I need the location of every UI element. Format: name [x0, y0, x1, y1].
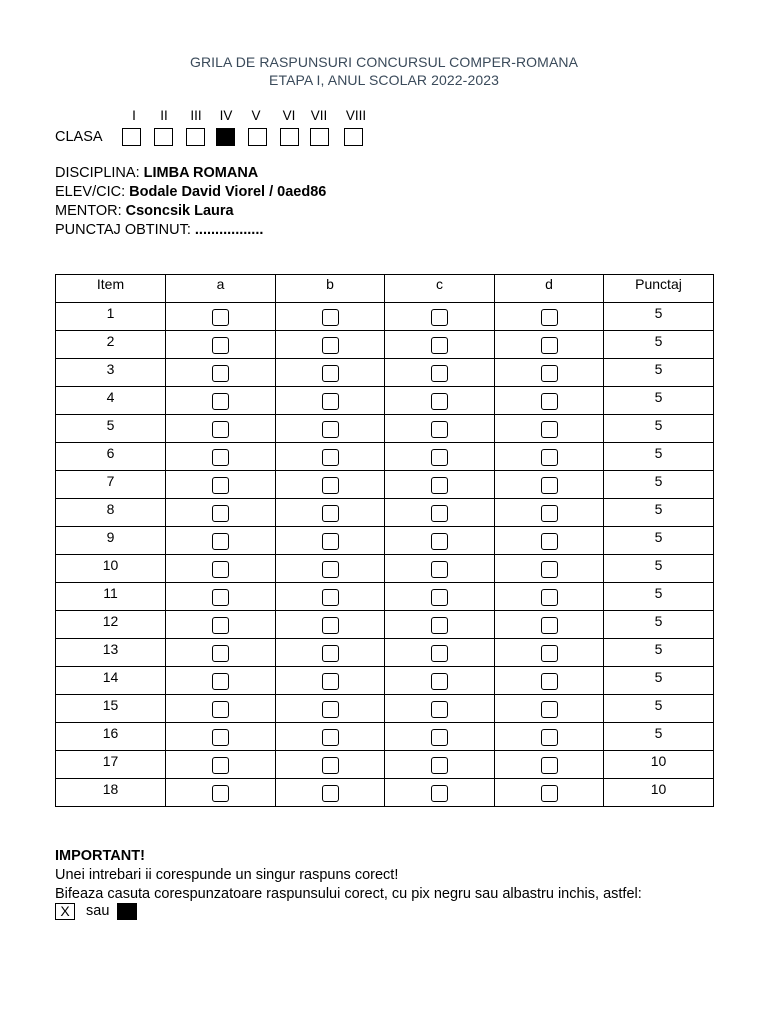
option-cell-a	[166, 359, 276, 387]
answer-checkbox-a[interactable]	[212, 477, 229, 494]
item-points: 5	[604, 303, 714, 331]
option-cell-b	[276, 555, 385, 583]
option-cell-c	[385, 387, 495, 415]
clasa-checkbox-ii[interactable]	[154, 128, 173, 146]
item-number: 8	[56, 499, 166, 527]
option-cell-a	[166, 611, 276, 639]
answer-grid	[55, 274, 714, 807]
answer-checkbox-d[interactable]	[541, 505, 558, 522]
item-points: 5	[604, 639, 714, 667]
answer-checkbox-d[interactable]	[541, 421, 558, 438]
clasa-label-viii: VIII	[345, 108, 367, 123]
item-number: 7	[56, 471, 166, 499]
option-cell-d	[495, 583, 604, 611]
option-cell-d	[495, 471, 604, 499]
table-row	[56, 499, 714, 527]
answer-checkbox-d[interactable]	[541, 701, 558, 718]
table-row	[56, 387, 714, 415]
table-row	[56, 303, 714, 331]
answer-checkbox-b[interactable]	[322, 729, 339, 746]
answer-checkbox-d[interactable]	[541, 617, 558, 634]
option-cell-a	[166, 555, 276, 583]
option-cell-c	[385, 695, 495, 723]
table-row	[56, 751, 714, 779]
option-cell-c	[385, 779, 495, 807]
answer-checkbox-b[interactable]	[322, 337, 339, 354]
option-cell-a	[166, 387, 276, 415]
answer-checkbox-a[interactable]	[212, 309, 229, 326]
answer-checkbox-b[interactable]	[322, 561, 339, 578]
option-cell-c	[385, 443, 495, 471]
option-cell-a	[166, 415, 276, 443]
item-number: 18	[56, 779, 166, 807]
option-cell-d	[495, 303, 604, 331]
answer-checkbox-a[interactable]	[212, 337, 229, 354]
table-row	[56, 527, 714, 555]
grid-header-d: d	[495, 275, 604, 303]
item-points: 5	[604, 415, 714, 443]
option-cell-a	[166, 779, 276, 807]
clasa-label-iv: IV	[219, 108, 233, 123]
disciplina-label: DISCIPLINA:	[55, 165, 144, 181]
option-cell-b	[276, 471, 385, 499]
answer-checkbox-a[interactable]	[212, 421, 229, 438]
clasa-label: CLASA	[55, 129, 103, 145]
answer-checkbox-d[interactable]	[541, 477, 558, 494]
answer-checkbox-d[interactable]	[541, 393, 558, 410]
item-points: 10	[604, 751, 714, 779]
option-cell-c	[385, 527, 495, 555]
answer-checkbox-d[interactable]	[541, 365, 558, 382]
disciplina-row	[55, 165, 258, 181]
grid-header-punctaj: Punctaj	[604, 275, 714, 303]
option-cell-d	[495, 499, 604, 527]
table-row	[56, 667, 714, 695]
clasa-label-vii: VII	[310, 108, 328, 123]
filled-box-example	[117, 903, 137, 920]
answer-checkbox-d[interactable]	[541, 729, 558, 746]
or-text: sau	[86, 903, 110, 919]
option-cell-c	[385, 583, 495, 611]
answer-checkbox-d[interactable]	[541, 785, 558, 802]
punctaj-label: PUNCTAJ OBTINUT:	[55, 222, 195, 238]
answer-checkbox-b[interactable]	[322, 393, 339, 410]
answer-checkbox-b[interactable]	[322, 533, 339, 550]
answer-checkbox-b[interactable]	[322, 449, 339, 466]
answer-checkbox-b[interactable]	[322, 365, 339, 382]
answer-checkbox-d[interactable]	[541, 533, 558, 550]
item-number: 2	[56, 331, 166, 359]
option-cell-d	[495, 723, 604, 751]
item-points: 10	[604, 779, 714, 807]
disciplina-value: LIMBA ROMANA	[143, 165, 259, 181]
option-cell-a	[166, 695, 276, 723]
answer-checkbox-b[interactable]	[322, 785, 339, 802]
item-points: 5	[604, 359, 714, 387]
table-row	[56, 415, 714, 443]
item-number: 1	[56, 303, 166, 331]
answer-checkbox-c[interactable]	[431, 309, 448, 326]
table-row	[56, 639, 714, 667]
answer-checkbox-d[interactable]	[541, 673, 558, 690]
punctaj-value: .................	[194, 222, 264, 238]
sheet-subtitle: ETAPA I, ANUL SCOLAR 2022-2023	[269, 72, 499, 88]
item-number: 9	[56, 527, 166, 555]
answer-checkbox-a[interactable]	[212, 533, 229, 550]
clasa-checkbox-vi[interactable]	[280, 128, 299, 146]
answer-checkbox-c[interactable]	[431, 505, 448, 522]
option-cell-d	[495, 415, 604, 443]
option-cell-a	[166, 527, 276, 555]
table-row	[56, 583, 714, 611]
answer-checkbox-c[interactable]	[431, 589, 448, 606]
item-points: 5	[604, 555, 714, 583]
answer-checkbox-d[interactable]	[541, 309, 558, 326]
grid-header-row	[56, 275, 714, 303]
answer-checkbox-a[interactable]	[212, 365, 229, 382]
item-points: 5	[604, 723, 714, 751]
item-number: 15	[56, 695, 166, 723]
mentor-row	[55, 203, 234, 219]
item-points: 5	[604, 527, 714, 555]
option-cell-d	[495, 387, 604, 415]
answer-checkbox-b[interactable]	[322, 505, 339, 522]
item-number: 11	[56, 583, 166, 611]
answer-checkbox-b[interactable]	[322, 589, 339, 606]
option-cell-c	[385, 723, 495, 751]
option-cell-c	[385, 667, 495, 695]
answer-checkbox-c[interactable]	[431, 533, 448, 550]
answer-checkbox-c[interactable]	[431, 561, 448, 578]
answer-checkbox-b[interactable]	[322, 701, 339, 718]
item-number: 3	[56, 359, 166, 387]
answer-checkbox-b[interactable]	[322, 757, 339, 774]
table-row	[56, 695, 714, 723]
option-cell-b	[276, 695, 385, 723]
table-row	[56, 331, 714, 359]
item-number: 5	[56, 415, 166, 443]
clasa-checkbox-i[interactable]	[122, 128, 141, 146]
option-cell-c	[385, 303, 495, 331]
answer-checkbox-d[interactable]	[541, 757, 558, 774]
option-cell-b	[276, 611, 385, 639]
option-cell-d	[495, 667, 604, 695]
important-instruction: Bifeaza casuta corespunzatoare raspunsului corect, cu pix negru sau albastru inchis, astfel:	[55, 886, 642, 902]
option-cell-b	[276, 639, 385, 667]
option-cell-d	[495, 359, 604, 387]
item-number: 6	[56, 443, 166, 471]
item-points: 5	[604, 667, 714, 695]
option-cell-c	[385, 331, 495, 359]
option-cell-b	[276, 723, 385, 751]
answer-checkbox-d[interactable]	[541, 561, 558, 578]
answer-checkbox-a[interactable]	[212, 589, 229, 606]
item-number: 17	[56, 751, 166, 779]
answer-checkbox-d[interactable]	[541, 337, 558, 354]
option-cell-c	[385, 751, 495, 779]
option-cell-c	[385, 499, 495, 527]
option-cell-d	[495, 331, 604, 359]
answer-checkbox-b[interactable]	[322, 477, 339, 494]
item-number: 4	[56, 387, 166, 415]
item-points: 5	[604, 471, 714, 499]
answer-checkbox-a[interactable]	[212, 729, 229, 746]
answer-checkbox-c[interactable]	[431, 729, 448, 746]
option-cell-b	[276, 583, 385, 611]
mentor-label: MENTOR:	[55, 203, 126, 219]
option-cell-d	[495, 611, 604, 639]
answer-checkbox-c[interactable]	[431, 477, 448, 494]
item-points: 5	[604, 443, 714, 471]
answer-checkbox-a[interactable]	[212, 505, 229, 522]
answer-checkbox-a[interactable]	[212, 645, 229, 662]
clasa-checkbox-iii[interactable]	[186, 128, 205, 146]
answer-checkbox-c[interactable]	[431, 393, 448, 410]
item-number: 12	[56, 611, 166, 639]
option-cell-d	[495, 527, 604, 555]
elev-row	[55, 184, 326, 200]
table-row	[56, 443, 714, 471]
answer-checkbox-c[interactable]	[431, 701, 448, 718]
item-number: 10	[56, 555, 166, 583]
option-cell-a	[166, 331, 276, 359]
option-cell-c	[385, 639, 495, 667]
important-rule: Unei intrebari ii corespunde un singur raspuns corect!	[55, 867, 399, 883]
clasa-label-iii: III	[190, 108, 202, 123]
option-cell-c	[385, 555, 495, 583]
option-cell-c	[385, 359, 495, 387]
option-cell-d	[495, 443, 604, 471]
option-cell-b	[276, 499, 385, 527]
option-cell-b	[276, 779, 385, 807]
answer-checkbox-a[interactable]	[212, 673, 229, 690]
clasa-label-ii: II	[160, 108, 168, 123]
item-points: 5	[604, 695, 714, 723]
clasa-checkbox-v[interactable]	[248, 128, 267, 146]
option-cell-a	[166, 303, 276, 331]
item-points: 5	[604, 611, 714, 639]
option-cell-a	[166, 751, 276, 779]
option-cell-a	[166, 443, 276, 471]
option-cell-a	[166, 639, 276, 667]
option-cell-b	[276, 387, 385, 415]
item-points: 5	[604, 331, 714, 359]
option-cell-a	[166, 471, 276, 499]
item-points: 5	[604, 583, 714, 611]
option-cell-a	[166, 723, 276, 751]
answer-checkbox-c[interactable]	[431, 421, 448, 438]
option-cell-c	[385, 471, 495, 499]
option-cell-b	[276, 443, 385, 471]
option-cell-b	[276, 527, 385, 555]
clasa-checkbox-vii[interactable]	[310, 128, 329, 146]
clasa-checkbox-viii[interactable]	[344, 128, 363, 146]
table-row	[56, 471, 714, 499]
answer-checkbox-c[interactable]	[431, 785, 448, 802]
answer-checkbox-b[interactable]	[322, 673, 339, 690]
item-number: 13	[56, 639, 166, 667]
option-cell-b	[276, 751, 385, 779]
option-cell-d	[495, 751, 604, 779]
item-number: 14	[56, 667, 166, 695]
answer-checkbox-c[interactable]	[431, 757, 448, 774]
grid-header-a: a	[166, 275, 276, 303]
clasa-checkbox-iv[interactable]	[216, 128, 235, 146]
option-cell-b	[276, 415, 385, 443]
option-cell-b	[276, 359, 385, 387]
table-row	[56, 779, 714, 807]
x-mark-example: X	[55, 903, 75, 920]
answer-checkbox-a[interactable]	[212, 785, 229, 802]
option-cell-d	[495, 779, 604, 807]
answer-checkbox-d[interactable]	[541, 589, 558, 606]
elev-value: Bodale David Viorel / 0aed86	[129, 184, 327, 200]
mentor-value: Csoncsik Laura	[125, 203, 234, 219]
answer-checkbox-c[interactable]	[431, 449, 448, 466]
grid-header-item: Item	[56, 275, 166, 303]
table-row	[56, 723, 714, 751]
table-row	[56, 611, 714, 639]
clasa-label-i: I	[132, 108, 136, 123]
clasa-label-v: V	[251, 108, 261, 123]
item-number: 16	[56, 723, 166, 751]
option-cell-b	[276, 331, 385, 359]
answer-checkbox-c[interactable]	[431, 673, 448, 690]
answer-checkbox-a[interactable]	[212, 701, 229, 718]
answer-checkbox-a[interactable]	[212, 393, 229, 410]
answer-checkbox-b[interactable]	[322, 645, 339, 662]
option-cell-a	[166, 667, 276, 695]
option-cell-d	[495, 639, 604, 667]
option-cell-d	[495, 555, 604, 583]
answer-checkbox-c[interactable]	[431, 617, 448, 634]
option-cell-d	[495, 695, 604, 723]
answer-checkbox-c[interactable]	[431, 645, 448, 662]
table-row	[56, 555, 714, 583]
answer-checkbox-b[interactable]	[322, 309, 339, 326]
answer-checkbox-b[interactable]	[322, 617, 339, 634]
answer-checkbox-a[interactable]	[212, 617, 229, 634]
grid-header-b: b	[276, 275, 385, 303]
answer-checkbox-b[interactable]	[322, 421, 339, 438]
grid-header-c: c	[385, 275, 495, 303]
sheet-title: GRILA DE RASPUNSURI CONCURSUL COMPER-ROMANA	[189, 54, 579, 70]
elev-label: ELEV/CIC:	[55, 184, 130, 200]
option-cell-c	[385, 415, 495, 443]
punctaj-row	[55, 222, 263, 238]
answer-checkbox-d[interactable]	[541, 449, 558, 466]
item-points: 5	[604, 387, 714, 415]
item-points: 5	[604, 499, 714, 527]
clasa-label-vi: VI	[282, 108, 296, 123]
option-cell-b	[276, 667, 385, 695]
table-row	[56, 359, 714, 387]
answer-checkbox-c[interactable]	[431, 365, 448, 382]
option-cell-a	[166, 499, 276, 527]
answer-checkbox-a[interactable]	[212, 449, 229, 466]
answer-checkbox-a[interactable]	[212, 757, 229, 774]
answer-checkbox-d[interactable]	[541, 645, 558, 662]
answer-checkbox-a[interactable]	[212, 561, 229, 578]
option-cell-b	[276, 303, 385, 331]
option-cell-c	[385, 611, 495, 639]
answer-checkbox-c[interactable]	[431, 337, 448, 354]
important-title: IMPORTANT!	[55, 848, 145, 864]
option-cell-a	[166, 583, 276, 611]
